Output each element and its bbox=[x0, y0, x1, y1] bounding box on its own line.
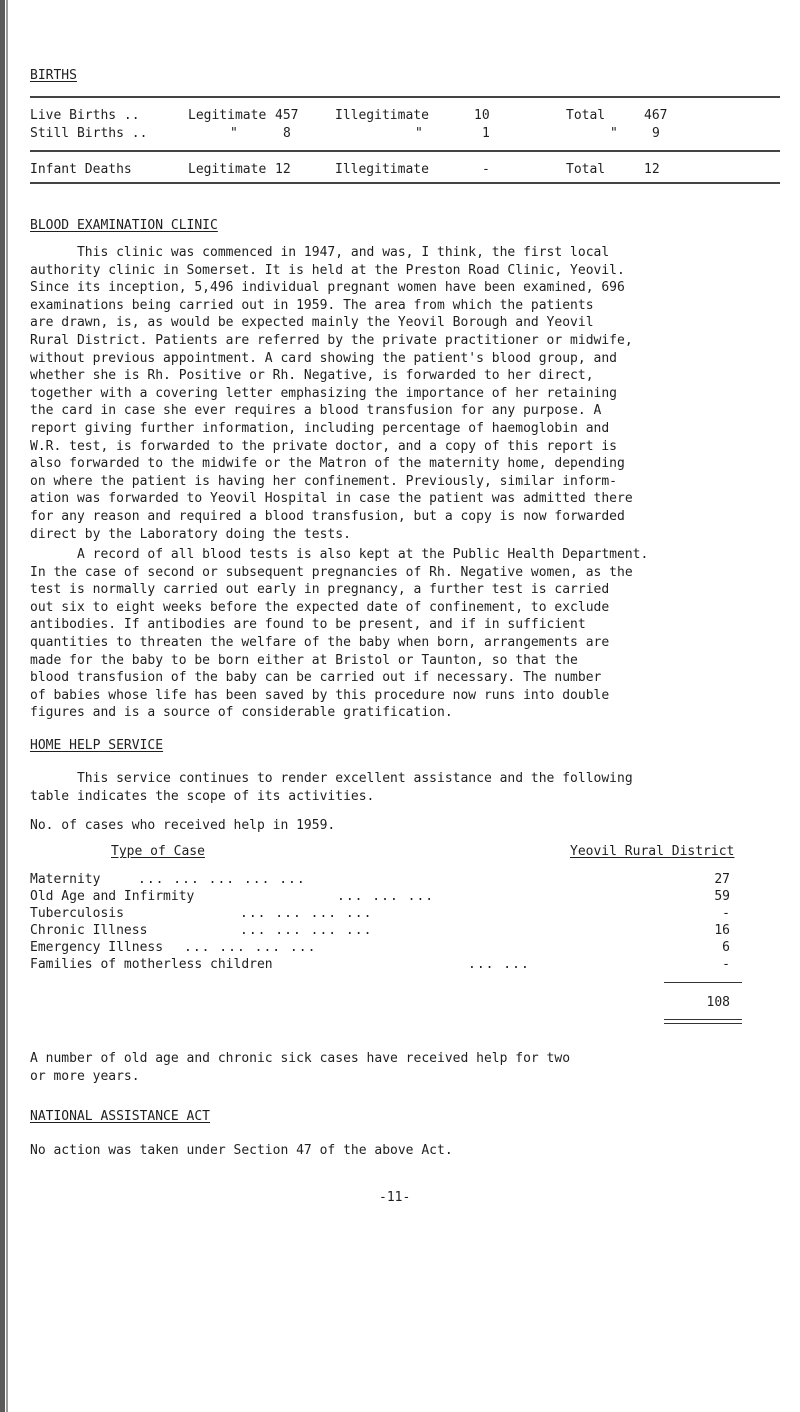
old-age-note: A number of old age and chronic sick cases have received help for two or more years. bbox=[30, 1051, 571, 1084]
dot-leader: ... ... ... ... ... bbox=[138, 872, 306, 887]
births-row-label: Still Births .. bbox=[30, 126, 148, 141]
births-total-label: Total bbox=[566, 108, 606, 123]
total-rule-bottom-2 bbox=[664, 1023, 742, 1024]
home-help-heading: HOME HELP SERVICE bbox=[30, 738, 164, 753]
case-type: Emergency Illness bbox=[30, 940, 164, 955]
case-type: Old Age and Infirmity bbox=[30, 889, 195, 904]
case-count: 6 bbox=[722, 940, 730, 955]
dot-leader: ... ... ... ... bbox=[240, 923, 373, 938]
infant-deaths-legitimate-label: Legitimate bbox=[188, 162, 267, 177]
cases-intro: No. of cases who received help in 1959. bbox=[30, 818, 336, 833]
national-assistance-heading: NATIONAL ASSISTANCE ACT bbox=[30, 1109, 211, 1124]
case-type: Chronic Illness bbox=[30, 923, 148, 938]
births-illegitimate-label: Illegitimate bbox=[335, 108, 429, 123]
births-legitimate-label: " bbox=[230, 126, 238, 141]
blood-clinic-heading: BLOOD EXAMINATION CLINIC bbox=[30, 218, 218, 233]
case-type: Maternity bbox=[30, 872, 101, 887]
births-total-value: 467 bbox=[644, 108, 668, 123]
case-count: 16 bbox=[714, 923, 730, 938]
binding-edge-inner bbox=[6, 0, 8, 1412]
blood-clinic-paragraph-1: This clinic was commenced in 1947, and was, I think, the first local authority clinic in Somerset. It is held at the Preston Road Clinic, Yeovil. Since its inception, 5,496 individual pregnant women have been examined, 696 examinations being carried out in 1959. The area from which the patients are drawn, is, as would be expected mainly the Yeovil Borough and Yeovil Rural District. Patients are referred by the private practitioner or midwife, without previous appointment. A card showing the patient's blood group, and whether she is Rh. Positive or Rh. Negative, is forwarded to her direct, together with a covering letter emphasizing the importance of her retaining the card in case she ever requires a blood transfusion for any purpose. A report giving further information, including percentage of haemoglobin and W.R. test, is forwarded to the private doctor, and a copy of this report is also forwarded to the midwife or the Matron of the maternity home, depending on where the patient is having her confinement. Previously, similar inform- ation was forwarded to Yeovil Hospital in case the patient was admitted there for any reason and required a blood transfusion, but a copy is now forwarded direct by the Laboratory doing the tests. bbox=[30, 245, 633, 542]
case-type: Tuberculosis bbox=[30, 906, 124, 921]
case-count: - bbox=[722, 906, 730, 921]
cases-total: 108 bbox=[706, 995, 730, 1010]
births-table-mid-rule bbox=[30, 150, 780, 152]
total-rule-bottom-1 bbox=[664, 1019, 742, 1020]
births-legitimate-value: 457 bbox=[275, 108, 299, 123]
infant-deaths-illegitimate-value: - bbox=[482, 162, 490, 177]
births-illegitimate-label: " bbox=[415, 126, 423, 141]
dot-leader: ... ... ... ... bbox=[184, 940, 317, 955]
births-total-label: " bbox=[610, 126, 618, 141]
births-table-bottom-rule bbox=[30, 182, 780, 184]
births-illegitimate-value: 10 bbox=[474, 108, 490, 123]
cases-column-type: Type of Case bbox=[111, 844, 205, 859]
page-number: -11- bbox=[379, 1190, 411, 1205]
infant-deaths-label: Infant Deaths bbox=[30, 162, 132, 177]
births-legitimate-label: Legitimate bbox=[188, 108, 267, 123]
national-assistance-text: No action was taken under Section 47 of the above Act. bbox=[30, 1143, 453, 1158]
births-legitimate-value: 8 bbox=[283, 126, 291, 141]
births-heading: BIRTHS bbox=[30, 68, 77, 83]
births-table-top-rule bbox=[30, 96, 780, 98]
case-count: 27 bbox=[714, 872, 730, 887]
dot-leader: ... ... ... bbox=[337, 889, 435, 904]
births-total-value: 9 bbox=[652, 126, 660, 141]
cases-column-area: Yeovil Rural District bbox=[570, 844, 735, 859]
total-rule-top bbox=[664, 982, 742, 983]
infant-deaths-illegitimate-label: Illegitimate bbox=[335, 162, 429, 177]
case-count: 59 bbox=[714, 889, 730, 904]
infant-deaths-total-value: 12 bbox=[644, 162, 660, 177]
births-illegitimate-value: 1 bbox=[482, 126, 490, 141]
births-row-label: Live Births .. bbox=[30, 108, 140, 123]
binding-edge bbox=[0, 0, 5, 1412]
infant-deaths-legitimate-value: 12 bbox=[275, 162, 291, 177]
dot-leader: ... ... bbox=[468, 957, 530, 972]
home-help-paragraph: This service continues to render excellent assistance and the following table indicates the scope of its activities. bbox=[30, 771, 633, 804]
infant-deaths-total-label: Total bbox=[566, 162, 606, 177]
case-count: - bbox=[722, 957, 730, 972]
blood-clinic-paragraph-2: A record of all blood tests is also kept at the Public Health Department. In the case of second or subsequent pregnancies of Rh. Negative women, as the test is normally carried out early in pregnancy, a further test is carried out six to eight weeks before the expected date of confinement, to exclude antibodies. If antibodies are found to be present, and if in sufficient quantities to threaten the welfare of the baby when born, arrangements are made for the baby to be born either at Bristol or Taunton, so that the blood transfusion of the baby can be carried out if necessary. The number of babies whose life has been saved by this procedure now runs into double figures and is a source of considerable gratification. bbox=[30, 547, 649, 721]
case-type: Families of motherless children bbox=[30, 957, 273, 972]
dot-leader: ... ... ... ... bbox=[240, 906, 373, 921]
